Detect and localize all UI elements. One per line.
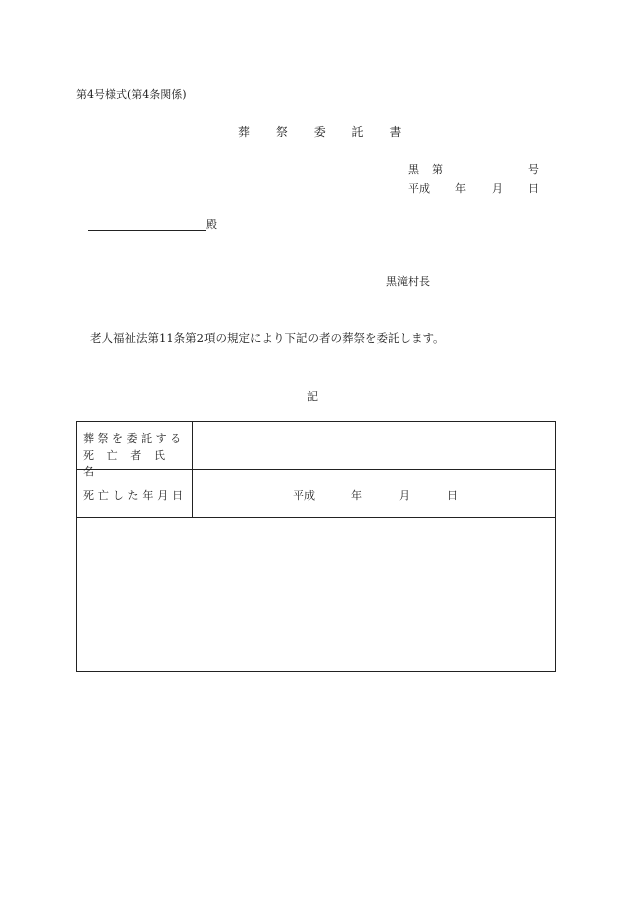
body-text: 老人福祉法第11条第2項の規定により下記の者の葬祭を委託します。 [90,331,445,345]
deceased-name-label-line1: 葬祭を委託する [83,432,185,445]
ki-heading: 記 [307,390,318,403]
recipient-underline [88,230,206,231]
recipient-honorific: 殿 [206,218,217,231]
form-number: 第4号様式(第4条関係) [76,88,187,101]
document-title [238,123,423,140]
table-row-deceased-name [77,422,555,478]
title-char: 葬 [238,125,251,139]
death-date-year: 年 [351,489,362,502]
death-date-month: 月 [399,489,410,502]
reference-era: 平成 [408,182,430,195]
title-char: 祭 [275,125,288,139]
death-date-day: 日 [447,489,458,502]
title-char: 書 [389,125,402,139]
reference-dai: 第 [432,163,443,176]
issuer-name: 黒滝村長 [386,275,430,288]
deceased-name-label-cell [77,422,193,478]
detail-table [76,421,556,672]
deceased-name-label-line2: 死亡者氏名 [83,449,178,478]
reference-month: 月 [492,182,503,195]
title-char: 託 [351,125,364,139]
reference-year: 年 [455,182,466,195]
death-date-label: 死亡した年月日 [83,489,187,502]
reference-day: 日 [528,182,539,195]
death-date-label-cell [77,470,193,517]
death-date-era: 平成 [293,489,315,502]
reference-prefix: 黒 [408,163,419,176]
title-char: 委 [313,125,326,139]
reference-go: 号 [528,163,539,176]
table-row-death-date [77,470,555,518]
